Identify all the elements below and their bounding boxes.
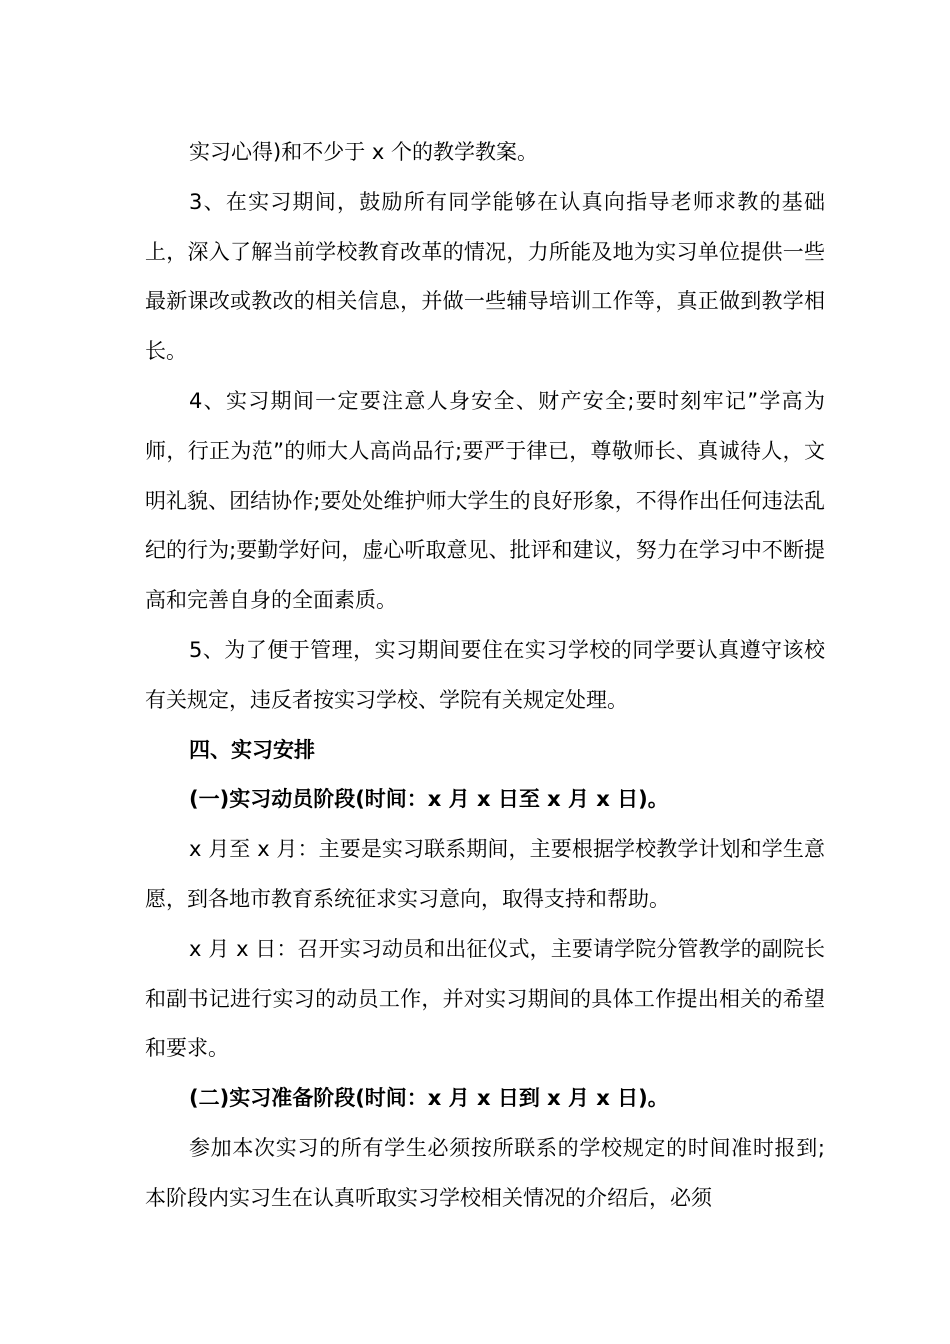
- section-heading-internship-arrangement: 四、实习安排: [189, 737, 315, 762]
- paragraph-mobilization-ceremony: x 月 x 日：召开实习动员和出征仪式，主要请学院分管教学的副院长和副书记进行实习的动员工作，并对实习期间的具体工作提出相关的希望和要求。: [145, 936, 825, 1061]
- subheading-mobilization-stage: (一)实习动员阶段(时间：x 月 x 日至 x 月 x 日)。: [189, 787, 669, 812]
- subheading-preparation-stage: (二)实习准备阶段(时间：x 月 x 日到 x 月 x 日)。: [189, 1086, 669, 1111]
- document-body: [145, 128, 825, 1224]
- paragraph-item-5: 5、为了便于管理，实习期间要住在实习学校的同学要认真遵守该校有关规定，违反者按实习学校、学院有关规定处理。: [145, 637, 825, 712]
- paragraph-contact-period: x 月至 x 月：主要是实习联系期间，主要根据学校教学计划和学生意愿，到各地市教育系统征求实习意向，取得支持和帮助。: [145, 837, 825, 911]
- paragraph-preparation-details: 参加本次实习的所有学生必须按所联系的学校规定的时间准时报到;本阶段内实习生在认真听取实习学校相关情况的介绍后，必须: [145, 1135, 825, 1210]
- paragraph-continuation: 实习心得)和不少于 x 个的教学教案。: [189, 140, 538, 164]
- paragraph-item-3: 3、在实习期间，鼓励所有同学能够在认真向指导老师求教的基础上，深入了解当前学校教育改革的情况，力所能及地为实习单位提供一些最新课改或教改的相关信息，并做一些辅导培训工作等，真正做到教学相长。: [145, 189, 825, 364]
- paragraph-item-4: 4、实习期间一定要注意人身安全、财产安全;要时刻牢记”学高为师，行正为范”的师大人高尚品行;要严于律已，尊敬师长、真诚待人，文明礼貌、团结协作;要处处维护师大学生的良好形象，不得作出任何违法乱纪的行为;要勤学好问，虚心听取意见、批评和建议，努力在学习中不断提高和完善自身的全面素质。: [145, 388, 825, 613]
